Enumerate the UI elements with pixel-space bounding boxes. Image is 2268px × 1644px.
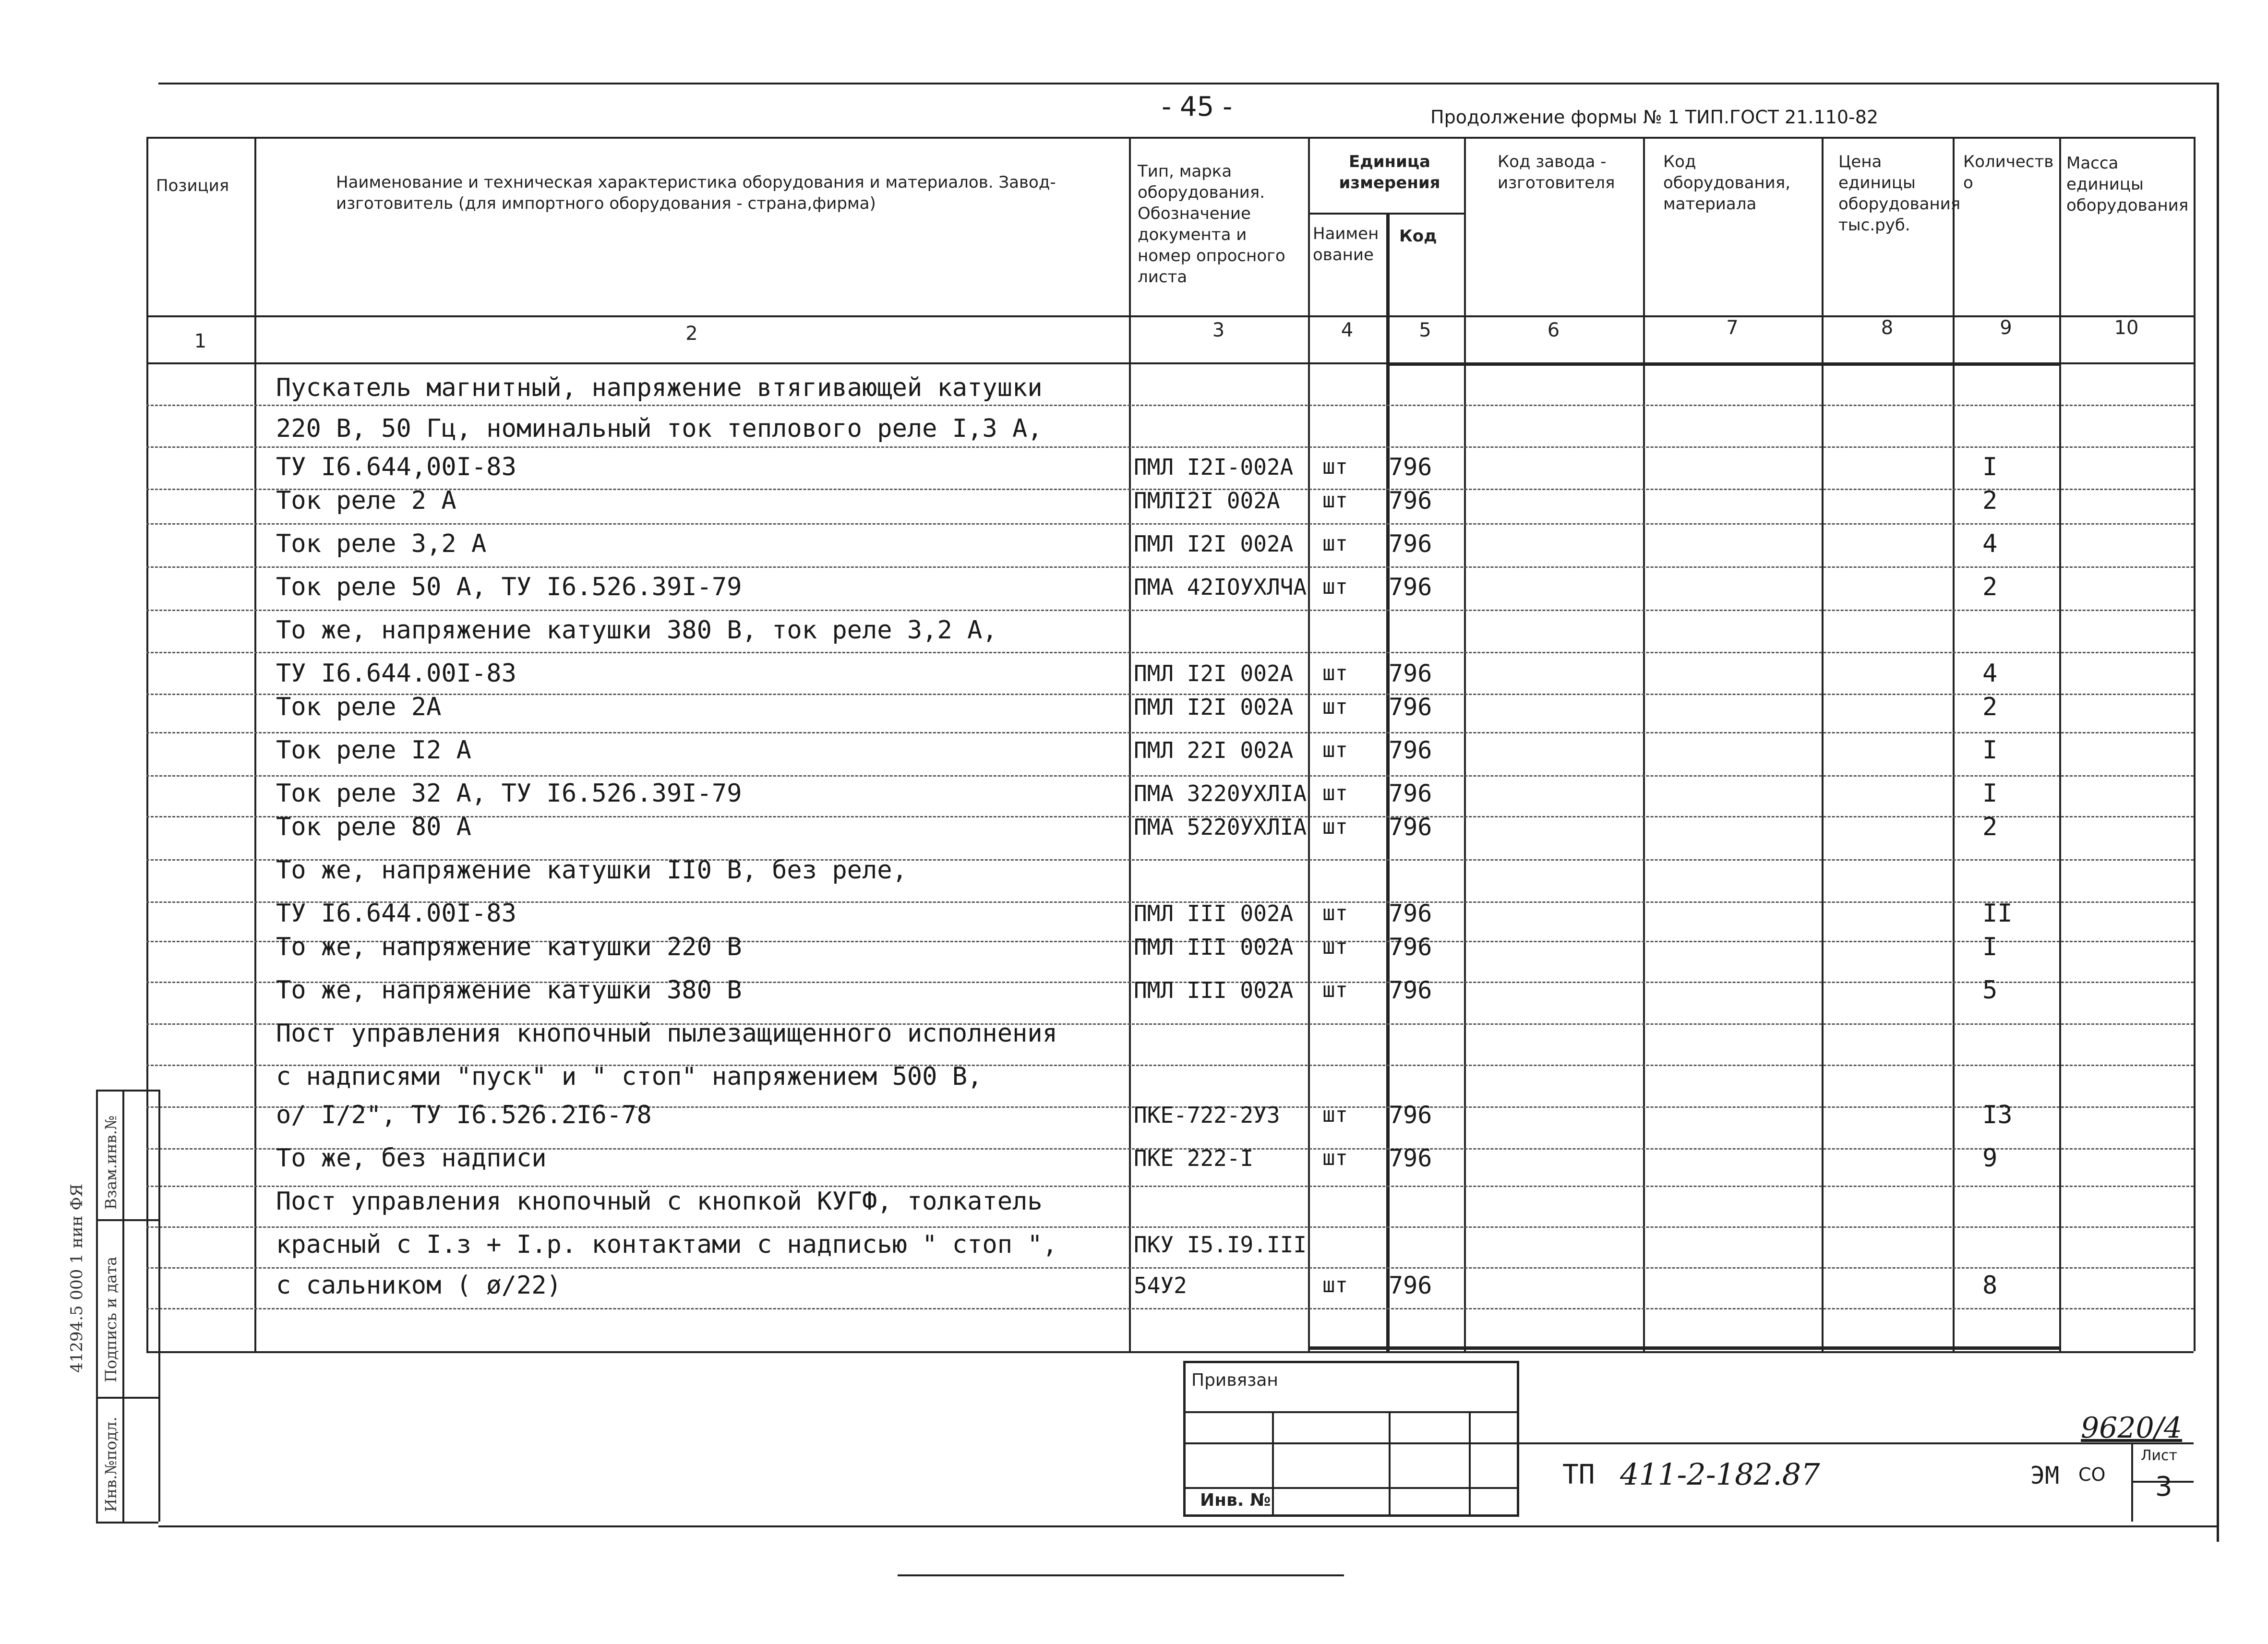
- row-divider: [146, 1308, 2194, 1309]
- frame-right-line: [2217, 83, 2219, 1542]
- row-unit: шт: [1322, 1273, 1348, 1297]
- row-type: ПМА 42IOУХЛЧА: [1134, 574, 1307, 600]
- row-unit-code: 796: [1389, 487, 1432, 515]
- header-unit-group: Единица измерения: [1339, 152, 1440, 192]
- row-name: То же, напряжение катушки II0 В, без реле,: [276, 856, 907, 885]
- row-unit-code: 796: [1389, 933, 1432, 961]
- row-name: То же, напряжение катушки 380 В: [276, 976, 742, 1005]
- row-name: красный с I.з + I.р. контактами с надписью " стоп ",: [276, 1230, 1057, 1259]
- row-name: Ток реле 80 А: [276, 813, 471, 841]
- row-name: Ток реле 2 А: [276, 486, 456, 515]
- colnum-10: 10: [2114, 317, 2139, 339]
- row-unit: шт: [1322, 978, 1348, 1002]
- colnum-8: 8: [1881, 317, 1894, 339]
- sheet-number: 3: [2155, 1471, 2172, 1502]
- row-name: Ток реле 50 А, ТУ I6.526.39I-79: [276, 573, 742, 601]
- colnum-7: 7: [1726, 317, 1739, 339]
- row-quantity: 2: [1982, 813, 1998, 841]
- row-divider: [146, 523, 2194, 525]
- co-label: СО: [2078, 1464, 2106, 1485]
- row-name: ТУ I6.644.00I-83: [276, 659, 516, 688]
- row-quantity: 2: [1982, 693, 1998, 721]
- inv-number-label: Инв. №: [1200, 1490, 1271, 1510]
- side-stamp-signature: Подпись и дата: [102, 1256, 120, 1382]
- row-unit-code: 796: [1389, 780, 1432, 807]
- row-type: ПКУ I5.I9.III: [1134, 1232, 1307, 1258]
- em-label: ЭМ: [2030, 1462, 2060, 1489]
- row-type: ПМЛI2I 002А: [1134, 488, 1280, 514]
- row-name: Пост управления кнопочный пылезащищенного исполнения: [276, 1019, 1057, 1048]
- row-name: Ток реле I2 А: [276, 736, 471, 765]
- header-mass: Масса единицы оборудования: [2066, 154, 2189, 215]
- row-unit-code: 796: [1389, 813, 1432, 841]
- form-continuation: Продолжение формы № 1 ТИП.ГОСТ 21.110-82: [1430, 107, 1879, 128]
- row-unit-code: 796: [1389, 900, 1432, 927]
- row-unit-code: 796: [1389, 1272, 1432, 1299]
- row-divider: [146, 652, 2194, 653]
- handwritten-number: 9620/4: [2081, 1411, 2183, 1445]
- row-name: Ток реле 2А: [276, 693, 442, 721]
- row-quantity: 4: [1982, 659, 1998, 688]
- header-quantity: Количество: [1963, 152, 2054, 192]
- page-number: - 45 -: [1162, 91, 1233, 122]
- row-unit: шт: [1322, 575, 1348, 599]
- header-unit-name: Наименование: [1313, 224, 1379, 264]
- row-name: о/ I/2", ТУ I6.526.2I6-78: [276, 1101, 652, 1129]
- row-divider: [146, 1226, 2194, 1228]
- row-name: с сальником ( ø/22): [276, 1271, 562, 1300]
- row-name: с надписями "пуск" и " стоп" напряжением 500 В,: [276, 1062, 983, 1091]
- row-divider: [146, 566, 2194, 568]
- row-name: Ток реле 32 А, ТУ I6.526.39I-79: [276, 779, 742, 808]
- row-quantity: II: [1982, 899, 2013, 928]
- row-quantity: I: [1982, 933, 1998, 961]
- row-unit-code: 796: [1389, 573, 1432, 601]
- row-divider: [146, 446, 2194, 448]
- row-type: ПКЕ-722-2У3: [1134, 1102, 1280, 1128]
- row-unit-code: 796: [1389, 453, 1432, 481]
- header-unit-code: Код: [1399, 227, 1437, 246]
- row-quantity: 9: [1982, 1144, 1998, 1173]
- frame-bottom-line: [158, 1525, 2218, 1527]
- colnum-5: 5: [1419, 319, 1431, 341]
- fold-line: [898, 1574, 1344, 1576]
- row-divider: [146, 405, 2194, 406]
- row-unit: шт: [1322, 455, 1348, 479]
- row-name: Пускатель магнитный, напряжение втягивающей катушки: [276, 373, 1043, 402]
- row-quantity: 2: [1982, 573, 1998, 601]
- row-name: То же, напряжение катушки 380 В, ток реле 3,2 А,: [276, 616, 997, 645]
- row-type: ПМЛ I2I 002А: [1134, 531, 1294, 557]
- row-type: ПМЛ III 002А: [1134, 900, 1294, 926]
- row-divider: [146, 1267, 2194, 1269]
- row-type: ПМА 5220УХЛIА: [1134, 814, 1307, 840]
- colnum-1: 1: [194, 330, 207, 352]
- row-unit: шт: [1322, 661, 1348, 685]
- row-name: 220 В, 50 Гц, номинальный ток теплового реле I,3 А,: [276, 414, 1043, 443]
- row-quantity: I3: [1982, 1101, 2013, 1129]
- row-unit: шт: [1322, 531, 1348, 556]
- row-unit-code: 796: [1389, 693, 1432, 721]
- row-unit: шт: [1322, 815, 1348, 839]
- row-unit-code: 796: [1389, 976, 1432, 1004]
- document-code: 411-2-182.87: [1620, 1457, 1820, 1492]
- sheet-label: Лист: [2141, 1447, 2178, 1464]
- row-quantity: I: [1982, 736, 1998, 765]
- row-quantity: I: [1982, 779, 1998, 808]
- privyazan-label: Привязан: [1191, 1370, 1278, 1390]
- row-quantity: 8: [1982, 1271, 1998, 1300]
- row-unit-code: 796: [1389, 1101, 1432, 1129]
- row-type: ПМЛ I2I 002А: [1134, 694, 1294, 720]
- row-type: ПМЛ I2I 002А: [1134, 660, 1294, 686]
- header-equipment-code: Код оборудования, материала: [1663, 152, 1791, 214]
- row-unit: шт: [1322, 488, 1348, 513]
- tp-label: ТП: [1562, 1459, 1595, 1490]
- row-name: То же, напряжение катушки 220 В: [276, 933, 742, 961]
- row-unit-code: 796: [1389, 1144, 1432, 1172]
- colnum-4: 4: [1341, 319, 1354, 341]
- row-quantity: I: [1982, 453, 1998, 481]
- header-factory-code: Код завода - изготовителя: [1498, 152, 1615, 192]
- header-name: Наименование и техническая характеристика оборудования и материалов. Завод-изготовитель (для импортного оборудования - страна,фирма): [336, 173, 1056, 213]
- row-unit-code: 796: [1389, 736, 1432, 764]
- row-name: ТУ I6.644,00I-83: [276, 453, 516, 481]
- row-unit: шт: [1322, 901, 1348, 925]
- row-name: Ток реле 3,2 А: [276, 529, 487, 558]
- colnum-2: 2: [685, 323, 698, 345]
- row-divider: [146, 775, 2194, 777]
- header-position: Позиция: [156, 176, 229, 195]
- header-type: Тип, марка оборудования. Обозначение документа и номер опросного листа: [1138, 162, 1285, 287]
- row-type: ПМЛ III 002А: [1134, 934, 1294, 960]
- row-type: ПМЛ I2I-002А: [1134, 454, 1294, 480]
- row-unit: шт: [1322, 935, 1348, 959]
- row-name: Пост управления кнопочный с кнопкой КУГФ, толкатель: [276, 1187, 1043, 1216]
- frame-top-line: [158, 83, 2218, 84]
- row-divider: [146, 732, 2194, 733]
- row-unit: шт: [1322, 781, 1348, 805]
- row-divider: [146, 610, 2194, 611]
- header-price: Цена единицы оборудования тыс.руб.: [1838, 152, 1961, 235]
- row-type: ПКЕ 222-I: [1134, 1145, 1254, 1171]
- row-quantity: 5: [1982, 976, 1998, 1005]
- row-type: ПМА 3220УХЛIА: [1134, 780, 1307, 806]
- row-unit: шт: [1322, 738, 1348, 762]
- side-stamp-inv-original: Инв.№подл.: [102, 1416, 120, 1512]
- row-unit: шт: [1322, 1146, 1348, 1170]
- colnum-9: 9: [2000, 317, 2012, 339]
- side-stamp-archive-number: 41294.5 000 1 нин ФЯ: [67, 1183, 86, 1373]
- colnum-3: 3: [1212, 319, 1225, 341]
- row-type: ПМЛ 22I 002А: [1134, 737, 1294, 763]
- row-type: ПМЛ III 002А: [1134, 977, 1294, 1003]
- row-quantity: 4: [1982, 529, 1998, 558]
- row-unit: шт: [1322, 1103, 1348, 1127]
- row-type: 54У2: [1134, 1272, 1187, 1298]
- row-name: ТУ I6.644.00I-83: [276, 899, 516, 928]
- side-stamp-replace-inv: Взам.инв.№: [102, 1115, 120, 1210]
- row-unit: шт: [1322, 695, 1348, 719]
- colnum-6: 6: [1547, 319, 1560, 341]
- row-quantity: 2: [1982, 486, 1998, 515]
- row-unit-code: 796: [1389, 660, 1432, 687]
- row-name: То же, без надписи: [276, 1144, 547, 1173]
- row-unit-code: 796: [1389, 530, 1432, 558]
